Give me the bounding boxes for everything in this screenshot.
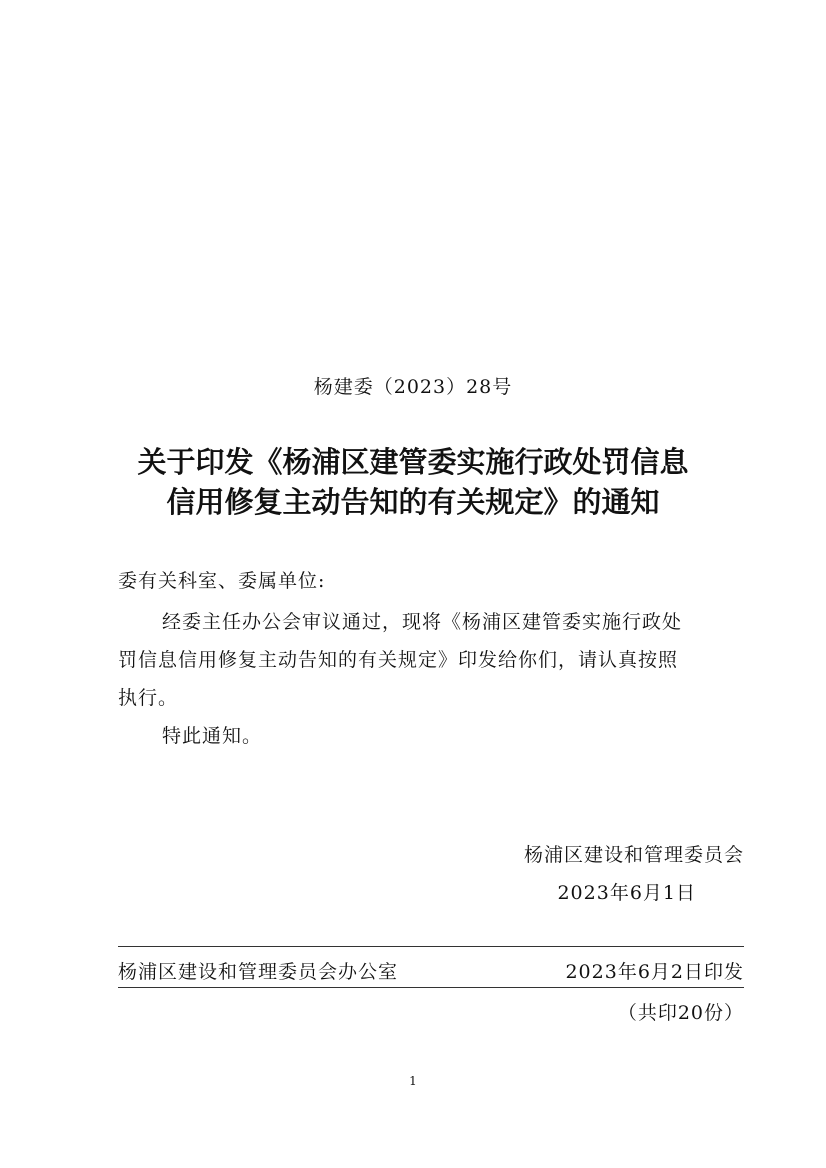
title-line-2: 信用修复主动告知的有关规定》的通知 (166, 485, 660, 519)
paragraph-line-1: 经委主任办公会审议通过，现将《杨浦区建管委实施行政处 (162, 611, 683, 633)
document-number: 杨建委（2023）28号 (313, 376, 513, 398)
footer-print-date: 2023年6月2日印发 (565, 961, 744, 983)
copies-count: （共印20份） (617, 1002, 744, 1024)
salutation: 委有关科室、委属单位: (118, 570, 326, 592)
closing-line: 特此通知。 (162, 725, 263, 747)
title-line-1: 关于印发《杨浦区建管委实施行政处罚信息 (137, 445, 689, 479)
footer-divider-bottom (118, 987, 744, 988)
document-title (100, 442, 726, 522)
paragraph-line-3: 执行。 (118, 687, 179, 709)
issuer-name: 杨浦区建设和管理委员会 (523, 844, 744, 866)
paragraph-line-2: 罚信息信用修复主动告知的有关规定》印发给你们，请认真按照 (118, 649, 679, 671)
page-number: 1 (409, 1074, 417, 1088)
footer-divider-top (118, 946, 744, 947)
issue-date: 2023年6月1日 (557, 882, 696, 904)
footer-office: 杨浦区建设和管理委员会办公室 (118, 961, 399, 983)
body-paragraph (118, 603, 746, 755)
